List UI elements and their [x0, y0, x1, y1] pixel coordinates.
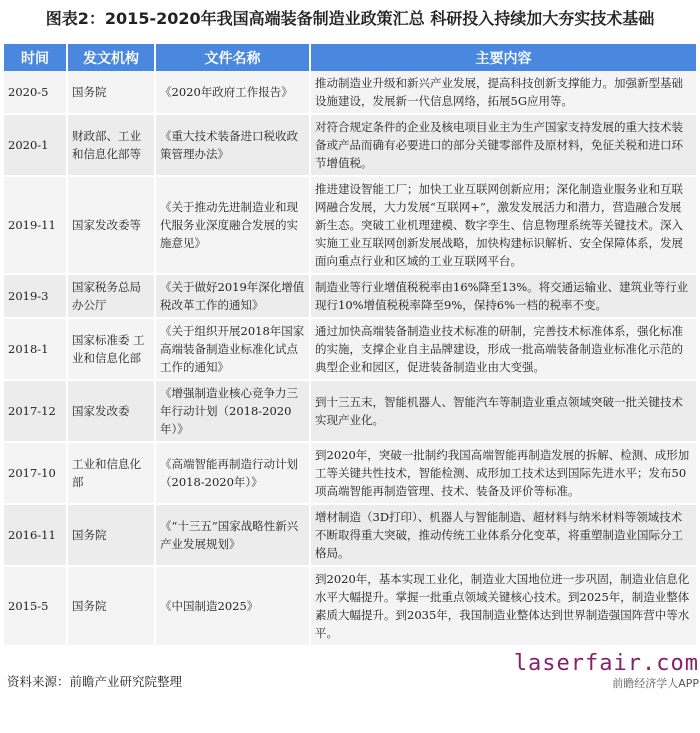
cell-content: 制造业等行业增值税税率由16%降至13%。将交通运输业、建筑业等行业现行10%增值税税率降至9%，保持6%一档的税率不变。	[310, 274, 697, 318]
watermark-sub: 前瞻经济学人APP	[612, 677, 699, 690]
header-date: 时间	[4, 44, 67, 71]
table-header	[4, 44, 697, 71]
cell-date: 2019-11	[4, 176, 67, 274]
cell-date: 2018-1	[4, 318, 67, 380]
cell-agency: 国务院	[67, 71, 155, 114]
cell-content: 到十三五末，智能机器人、智能汽车等制造业重点领域突破一批关键技术实现产业化。	[310, 380, 697, 442]
table-row	[4, 504, 697, 566]
page-title: 图表2：2015-2020年我国高端装备制造业政策汇总 科研投入持续加大夯实技术基础	[45, 9, 655, 28]
table-row	[4, 318, 697, 380]
table-row	[4, 71, 697, 114]
watermark: laserfair.com	[513, 651, 699, 676]
cell-content: 增材制造（3D打印）、机器人与智能制造、超材料与纳米材料等领域技术不断取得重大突破，推动传统工业体系分化变革，将重塑制造业国际分工格局。	[310, 504, 697, 566]
cell-date: 2017-10	[4, 442, 67, 504]
table-row	[4, 442, 697, 504]
header-content: 主要内容	[310, 44, 697, 71]
cell-agency: 工业和信息化部	[67, 442, 155, 504]
cell-date: 2019-3	[4, 274, 67, 318]
header-doc: 文件名称	[155, 44, 310, 71]
cell-agency: 国务院	[67, 504, 155, 566]
cell-doc: 《2020年政府工作报告》	[155, 71, 310, 114]
cell-doc: 《“十三五”国家战略性新兴产业发展规划》	[155, 504, 310, 566]
cell-date: 2016-11	[4, 504, 67, 566]
cell-doc: 《关于组织开展2018年国家高端装备制造业标准化试点工作的通知》	[155, 318, 310, 380]
cell-doc: 《中国制造2025》	[155, 566, 310, 646]
watermark-group	[514, 651, 699, 691]
policy-table	[4, 44, 698, 647]
cell-agency: 国家税务总局办公厅	[67, 274, 155, 318]
cell-doc: 《关于做好2019年深化增值税改革工作的通知》	[155, 274, 310, 318]
header-agency: 发文机构	[67, 44, 155, 71]
cell-date: 2015-5	[4, 566, 67, 646]
cell-agency: 财政部、工业和信息化部等	[67, 114, 155, 176]
cell-agency: 国家发改委	[67, 380, 155, 442]
table-row	[4, 274, 697, 318]
cell-doc: 《重大技术装备进口税收政策管理办法》	[155, 114, 310, 176]
footer	[7, 651, 699, 691]
cell-content: 通过加快高端装备制造业技术标准的研制，完善技术标准体系，强化标准的实施，支撑企业自主品牌建设，形成一批高端装备制造业标准化示范的典型企业和园区，促进装备制造业由大变强。	[310, 318, 697, 380]
cell-agency: 国家发改委等	[67, 176, 155, 274]
cell-date: 2020-1	[4, 114, 67, 176]
table-row	[4, 114, 697, 176]
cell-content: 推动制造业升级和新兴产业发展，提高科技创新支撑能力。加强新型基础设施建设，发展新一代信息网络，拓展5G应用等。	[310, 71, 697, 114]
cell-doc: 《高端智能再制造行动计划（2018-2020年）》	[155, 442, 310, 504]
table-row	[4, 566, 697, 646]
cell-date: 2020-5	[4, 71, 67, 114]
cell-agency: 国务院	[67, 566, 155, 646]
cell-content: 到2020年，基本实现工业化，制造业大国地位进一步巩固，制造业信息化水平大幅提升。掌握一批重点领域关键核心技术。到2025年，制造业整体素质大幅提升。到2035年，我国制造业整体达到世界制造强国阵营中等水平。	[310, 566, 697, 646]
cell-agency: 国家标准委 工业和信息化部	[67, 318, 155, 380]
cell-content: 推进建设智能工厂；加快工业互联网创新应用；深化制造业服务业和互联网融合发展，大力发展“互联网+”，激发发展活力和潜力，营造融合发展新生态。突破工业机理建模、数字孪生、信息物理系统等关键技术。深入实施工业互联网创新发展战略，加快构建标识解析、安全保障体系，发展面向重点行业和区域的工业互联网平台。	[310, 176, 697, 274]
cell-doc: 《关于推动先进制造业和现代服务业深度融合发展的实施意见》	[155, 176, 310, 274]
table-row	[4, 380, 697, 442]
cell-content: 到2020年，突破一批制约我国高端智能再制造发展的拆解、检测、成形加工等关键共性技术，智能检测、成形加工技术达到国际先进水平；发布50项高端智能再制造管理、技术、装备及评价等标准。	[310, 442, 697, 504]
cell-content: 对符合规定条件的企业及核电项目业主为生产国家支持发展的重大技术装备或产品而确有必要进口的部分关键零部件及原材料，免征关税和进口环节增值税。	[310, 114, 697, 176]
source-note: 资料来源：前瞻产业研究院整理	[7, 674, 183, 689]
cell-doc: 《增强制造业核心竞争力三年行动计划（2018-2020年）》	[155, 380, 310, 442]
cell-date: 2017-12	[4, 380, 67, 442]
table-row	[4, 176, 697, 274]
